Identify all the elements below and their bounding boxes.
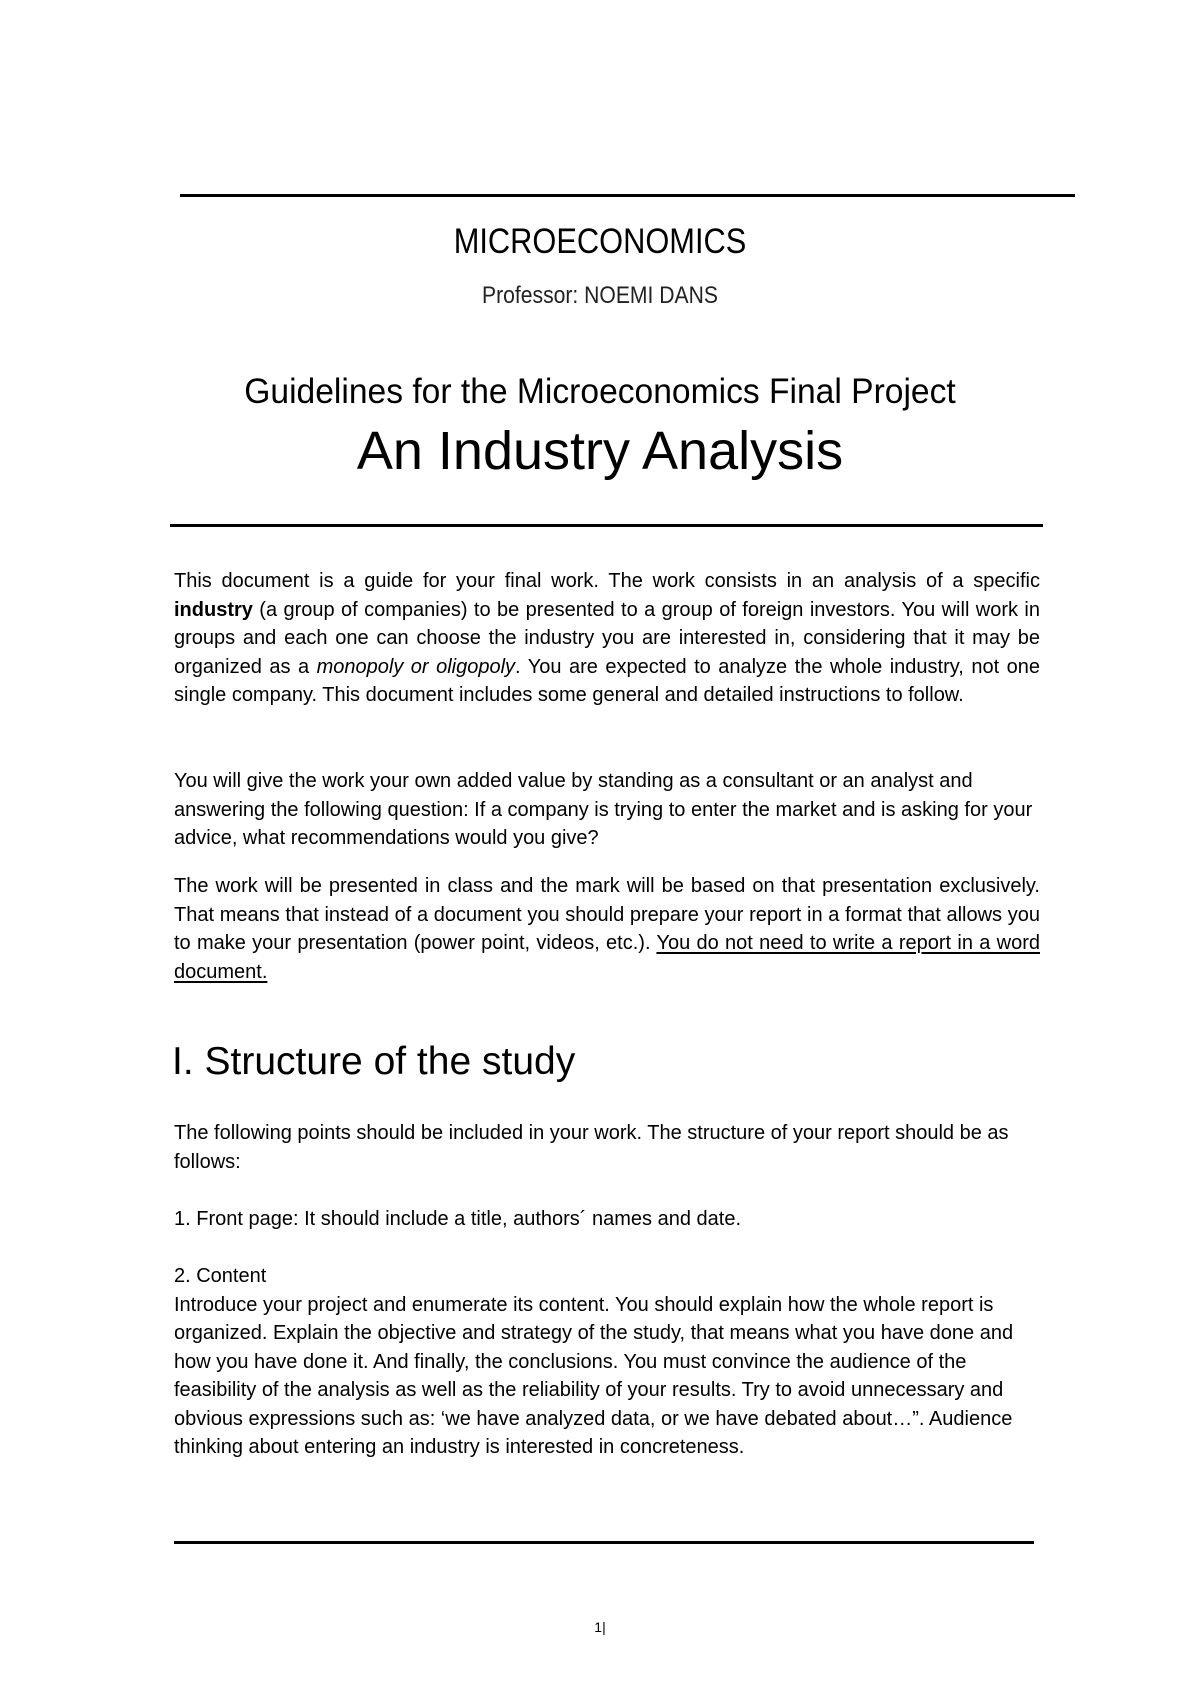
intro-p1-text-a: This document is a guide for your final work. The work consists in an analysis of a specific: [174, 570, 1040, 592]
list-item-front-page: 1. Front page: It should include a title, authors´ names and date.: [174, 1208, 742, 1230]
intro-p1-italic-market: monopoly or oligopoly: [316, 655, 516, 678]
professor-name: Professor: NOEMI DANS: [482, 282, 718, 309]
section-intro-paragraph: The following points should be included in your work. The structure of your report should be as follows:: [174, 1122, 1009, 1173]
footer-rule: [174, 1541, 1034, 1544]
document-title: An Industry Analysis: [356, 421, 844, 481]
intro-p3-text: The work will be presented in class and the mark will be based on that presentation exclusively. That means that instead of a document you should prepare your report in a format that allows you to make your presentation (power point, videos, etc.).: [174, 875, 1040, 954]
title-divider-rule: [170, 524, 1043, 527]
intro-paragraph-2: You will give the work your own added value by standing as a consultant or an analyst and answering the following question: If a company is trying to enter the market and is asking for your advice, what recommendations would you give?: [174, 770, 1033, 849]
section-heading: I. Structure of the study: [172, 1040, 576, 1083]
intro-p3-underlined-note: You do not need to write a report in a word document.: [174, 932, 1041, 983]
header-top-rule: [180, 194, 1075, 197]
guidelines-title: Guidelines for the Microeconomics Final Project: [244, 372, 956, 411]
course-title: MICROECONOMICS: [453, 222, 747, 261]
page-number: 1|: [594, 1619, 606, 1635]
intro-paragraph-3: [174, 872, 1040, 986]
intro-p1-text-c: . You are expected to analyze the whole industry, not one single company. This document includes some general and detailed instructions to follow.: [174, 655, 1041, 706]
list-item-content-body: Introduce your project and enumerate its content. You should explain how the whole report is organized. Explain the objective and strategy of the study, that means what you have done and how you have done it. And finally, the conclusions. You must convince the audience of the feasibility of the analysis as well as the reliability of your results. Try to avoid unnecessary and obvious expressions such as: ‘we have analyzed data, or we have debated about…”. Audience thinking about entering an industry is interested in concreteness.: [174, 1293, 1014, 1458]
list-item-content: [174, 1262, 1040, 1462]
intro-p1-bold-industry: industry: [174, 598, 253, 621]
intro-p1-text-b: (a group of companies) to be presented to a group of foreign investors. You will work in groups and each one can choose the industry you are interested in, considering that it may be organized as a: [174, 598, 1040, 678]
list-item-content-title: 2. Content: [174, 1265, 267, 1287]
intro-paragraph-1: [174, 567, 1040, 710]
